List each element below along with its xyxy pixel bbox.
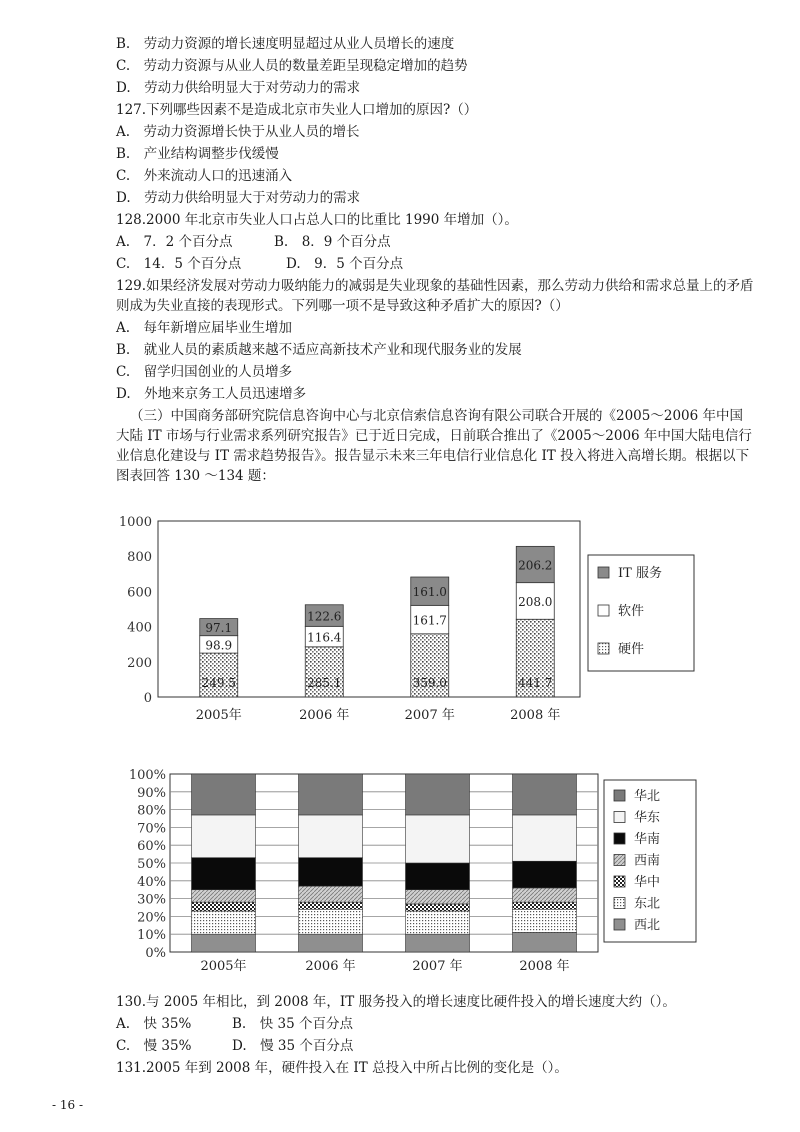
y-tick-label: 30% <box>137 892 166 908</box>
option-a: A. 7．2 个百分点 <box>116 234 233 250</box>
bar-segment <box>513 774 577 815</box>
bar-segment <box>406 911 470 934</box>
bar-segment <box>192 890 256 902</box>
y-tick-label: 400 <box>127 620 152 636</box>
bar-segment <box>299 902 363 909</box>
y-tick-label: 100% <box>128 768 166 783</box>
y-tick-label: 50% <box>137 857 166 872</box>
bar-segment <box>192 774 256 815</box>
option-line: C. 留学归国创业的人员增多 <box>116 364 293 380</box>
regional-share-stacked-bar-chart <box>110 764 710 990</box>
bar-segment <box>299 909 363 934</box>
option-d: D. 9．5 个百分点 <box>286 256 404 272</box>
data-label: 206.2 <box>518 558 553 573</box>
bar-segment <box>299 886 363 902</box>
data-label: 116.4 <box>307 630 342 645</box>
question-130: 130.与 2005 年相比，到 2008 年，IT 服务投入的增长速度比硬件投入的增长速度大约（）。 <box>116 994 676 1010</box>
y-tick-label: 60% <box>137 839 166 855</box>
section-intro: （三）中国商务部研究院信息咨询中心与北京信索信息咨询有限公司联合开展的《2005～2006 年中国大陆 IT 市场与行业需求系列研究报告》已于近日完成，日前联合推出了《2005～2006 年中国大陆电信行业信息化建设与 IT 需求趋势报告》。报告显示未来三年电信行业信息化 IT 投入将进入高增长期。根据以下图表回答 130 ～134 题： <box>116 408 752 484</box>
data-label: 161.0 <box>412 585 447 600</box>
page-number: - 16 - <box>52 1098 84 1112</box>
x-tick-label: 2007 年 <box>404 708 455 723</box>
y-tick-label: 40% <box>137 874 166 890</box>
x-tick-label: 2005年 <box>200 959 247 974</box>
legend-label: 华北 <box>634 789 661 804</box>
option-b: B. 8．9 个百分点 <box>274 234 391 250</box>
y-tick-label: 600 <box>127 585 152 601</box>
option-line: C. 劳动力资源与从业人员的数量差距呈现稳定增加的趋势 <box>116 58 468 74</box>
option-line: B. 劳动力资源的增长速度明显超过从业人员增长的速度 <box>116 36 455 52</box>
question-127: 127.下列哪些因素不是造成北京市失业人口增加的原因?（） <box>116 102 478 118</box>
legend-swatch <box>598 567 609 578</box>
it-investment-stacked-bar-chart <box>110 505 710 735</box>
option-line: D. 劳动力供给明显大于对劳动力的需求 <box>116 80 361 96</box>
bar-segment <box>513 902 577 909</box>
data-label: 285.1 <box>307 676 342 690</box>
y-tick-label: 10% <box>137 928 166 944</box>
legend-swatch <box>614 876 625 887</box>
question-129: 129.如果经济发展对劳动力吸纳能力的减弱是失业现象的基础性因素，那么劳动力供给和需求总量上的矛盾则成为失业直接的表现形式。下列哪一项不是导致这种矛盾扩大的原因?（） <box>116 278 754 314</box>
y-tick-label: 90% <box>137 785 166 801</box>
y-tick-label: 70% <box>137 821 166 837</box>
bar-segment <box>192 858 256 890</box>
option-line: C. 外来流动人口的迅速涌入 <box>116 168 293 184</box>
option-c: C. 14．5 个百分点 <box>116 256 242 272</box>
bar-segment <box>299 858 363 886</box>
option-d: D. 慢 35 个百分点 <box>232 1038 354 1054</box>
option-line: B. 就业人员的素质越来越不适应高新技术产业和现代服务业的发展 <box>116 342 522 358</box>
bar-segment <box>513 909 577 932</box>
data-label: 249.5 <box>201 676 236 690</box>
legend-label: 华南 <box>634 832 661 847</box>
bar-segment <box>406 934 470 952</box>
data-label: 98.9 <box>205 638 233 653</box>
legend-swatch <box>598 643 609 654</box>
x-tick-label: 2006 年 <box>299 708 350 723</box>
legend-swatch <box>614 919 625 930</box>
legend-label: 西南 <box>634 853 661 869</box>
y-tick-label: 0 <box>143 691 152 706</box>
legend-swatch <box>614 812 625 823</box>
bar-segment <box>192 934 256 952</box>
bar-segment <box>192 815 256 858</box>
legend-label: IT 服务 <box>618 566 662 581</box>
bar-segment <box>299 774 363 815</box>
x-tick-label: 2006 年 <box>305 959 356 974</box>
x-tick-label: 2008 年 <box>510 708 561 723</box>
bar-segment <box>192 902 256 911</box>
x-tick-label: 2008 年 <box>519 959 570 974</box>
y-tick-label: 1000 <box>118 515 152 530</box>
option-line: B. 产业结构调整步伐缓慢 <box>116 146 279 162</box>
data-label: 441.7 <box>518 676 553 690</box>
legend-label: 华东 <box>634 810 661 826</box>
bar-segment <box>513 861 577 888</box>
option-a: A. 快 35% <box>116 1016 192 1032</box>
y-tick-label: 0% <box>145 946 166 961</box>
question-128: 128.2000 年北京市失业人口占总人口的比重比 1990 年增加（）。 <box>116 212 518 228</box>
legend-swatch <box>614 833 625 844</box>
option-line: A. 劳动力资源增长快于从业人员的增长 <box>116 124 360 140</box>
option-line: D. 劳动力供给明显大于对劳动力的需求 <box>116 190 361 206</box>
bar-segment <box>406 774 470 815</box>
option-line: A. 每年新增应届毕业生增加 <box>116 320 293 336</box>
bar-segment <box>299 815 363 858</box>
legend-label: 软件 <box>618 604 645 619</box>
data-label: 97.1 <box>205 621 233 636</box>
legend-swatch <box>598 605 609 616</box>
y-tick-label: 800 <box>127 550 152 566</box>
data-label: 208.0 <box>518 594 553 609</box>
bar-segment <box>513 932 577 952</box>
data-label: 122.6 <box>307 609 342 624</box>
legend-label: 西北 <box>634 918 661 933</box>
bar-segment <box>406 904 470 911</box>
legend-label: 华中 <box>634 875 661 890</box>
data-label: 359.0 <box>412 676 447 690</box>
legend-label: 硬件 <box>618 642 645 657</box>
option-c: C. 慢 35% <box>116 1038 192 1054</box>
y-tick-label: 20% <box>137 910 166 926</box>
data-label: 161.7 <box>412 613 447 628</box>
y-tick-label: 200 <box>127 655 152 671</box>
y-tick-label: 80% <box>137 803 166 819</box>
legend-swatch <box>614 898 625 909</box>
option-line: D. 外地来京务工人员迅速增多 <box>116 386 307 402</box>
legend-swatch <box>614 855 625 866</box>
bar-segment <box>192 911 256 934</box>
x-tick-label: 2007 年 <box>412 959 463 974</box>
legend-swatch <box>614 790 625 801</box>
x-tick-label: 2005年 <box>195 708 242 723</box>
bar-segment <box>406 890 470 904</box>
bar-segment <box>513 815 577 861</box>
question-131: 131.2005 年到 2008 年，硬件投入在 IT 总投入中所占比例的变化是（）。 <box>116 1060 568 1076</box>
legend-label: 东北 <box>634 896 661 912</box>
bar-segment <box>513 888 577 902</box>
option-b: B. 快 35 个百分点 <box>232 1016 353 1032</box>
bar-segment <box>406 815 470 863</box>
bar-segment <box>299 934 363 952</box>
bar-segment <box>406 863 470 890</box>
